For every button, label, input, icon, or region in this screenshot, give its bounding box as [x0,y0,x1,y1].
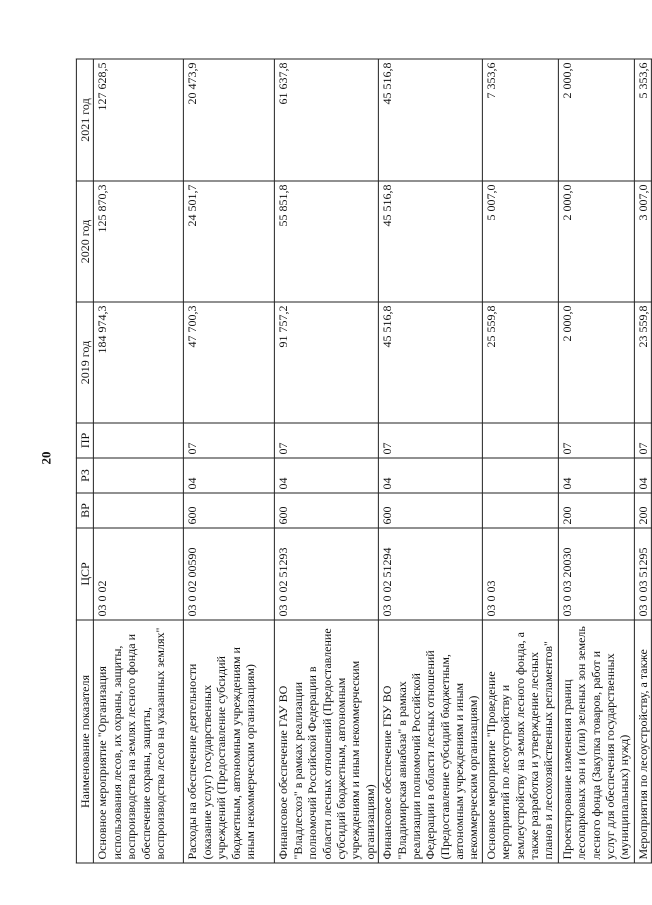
row-pr: 07 [634,423,651,458]
header-csr: ЦСР [76,528,93,620]
row-value-2020: 5 007,0 [482,181,558,302]
row-value-2021: 61 637,8 [275,59,379,181]
header-2020: 2020 год [76,181,93,302]
row-csr: 03 0 02 51293 [275,528,379,620]
row-vr: 200 [634,493,651,528]
row-pr [94,423,184,458]
row-value-2019: 45 516,8 [379,302,483,423]
row-vr: 600 [184,493,275,528]
row-value-2020: 125 870,3 [94,181,184,302]
row-name: Расходы на обеспечение деятельности (оказание услуг) государственных учреждений (Предоставление субсидий бюджетным, автономным учреждениям и иным некоммерческим организациям) [184,620,275,863]
row-csr: 03 0 02 [94,528,184,620]
row-value-2019: 184 974,3 [94,302,184,423]
header-vr: ВР [76,493,93,528]
row-pr: 07 [558,423,634,458]
table-row [184,59,275,863]
row-csr: 03 0 03 [482,528,558,620]
row-value-2021: 7 353,6 [482,59,558,181]
row-rz: 04 [634,458,651,493]
row-vr [482,493,558,528]
row-vr: 200 [558,493,634,528]
row-csr: 03 0 03 20030 [558,528,634,620]
header-pr: ПР [76,423,93,458]
table-row [94,59,184,863]
row-value-2020: 3 007,0 [634,181,651,302]
row-value-2020: 2 000,0 [558,181,634,302]
table-header-row [76,59,93,863]
table-row [275,59,379,863]
row-name: Мероприятия по лесоустройству, а также [634,620,651,863]
row-value-2021: 2 000,0 [558,59,634,181]
row-value-2020: 55 851,8 [275,181,379,302]
row-value-2019: 25 559,8 [482,302,558,423]
row-value-2021: 45 516,8 [379,59,483,181]
row-value-2019: 2 000,0 [558,302,634,423]
row-value-2019: 23 559,8 [634,302,651,423]
row-value-2020: 24 501,7 [184,181,275,302]
row-pr: 07 [379,423,483,458]
row-csr: 03 0 03 51295 [634,528,651,620]
row-rz [94,458,184,493]
row-rz: 04 [184,458,275,493]
row-name: Основное мероприятие "Проведение мероприятий по лесоустройству и землеустройству на землях лесного фонда, а также разработка и утверждение лесных планов и лесохозяйственных регламентов" [482,620,558,863]
row-rz: 04 [275,458,379,493]
budget-table [76,59,652,864]
table-row [558,59,634,863]
row-vr: 600 [379,493,483,528]
table-row [634,59,651,863]
row-vr: 600 [275,493,379,528]
header-rz: РЗ [76,458,93,493]
row-name: Финансовое обеспечение ГАУ ВО "Владлесхоз" в рамках реализации полномочий Российской Федерации в области лесных отношений (Предоставление субсидий бюджетным, автономным учреждениям и иным некоммерческим организациям) [275,620,379,863]
table-container [77,59,650,863]
row-vr [94,493,184,528]
row-rz [482,458,558,493]
row-csr: 03 0 02 51294 [379,528,483,620]
table-row [482,59,558,863]
row-name: Основное мероприятие "Организация использования лесов, их охраны, защиты, воспроизводства на землях лесного фонда и обеспечение охраны, защиты, воспроизводства лесов на указанных землях" [94,620,184,863]
header-2021: 2021 год [76,59,93,181]
row-value-2021: 20 473,9 [184,59,275,181]
row-pr [482,423,558,458]
row-value-2019: 47 700,3 [184,302,275,423]
row-value-2021: 5 353,6 [634,59,651,181]
row-rz: 04 [558,458,634,493]
row-value-2021: 127 628,5 [94,59,184,181]
row-value-2020: 45 516,8 [379,181,483,302]
row-rz: 04 [379,458,483,493]
row-name: Финансовое обеспечение ГБУ ВО "Владимирская авиабаза" в рамках реализации полномочий Российской Федерации в области лесных отношений (Предоставление субсидий бюджетным, автономным учреждениям и иным некоммерческим организациям) [379,620,483,863]
header-name: Наименование показателя [76,620,93,863]
page-number: 20 [38,451,54,465]
header-2019: 2019 год [76,302,93,423]
row-csr: 03 0 02 00590 [184,528,275,620]
table-row [379,59,483,863]
row-name: Проектирование изменения границ лесопарковых зон и (или) зеленых зон земель лесного фонда (Закупка товаров, работ и услуг для обеспечения государственных (муниципальных) нужд) [558,620,634,863]
row-pr: 07 [184,423,275,458]
row-pr: 07 [275,423,379,458]
row-value-2019: 91 757,2 [275,302,379,423]
